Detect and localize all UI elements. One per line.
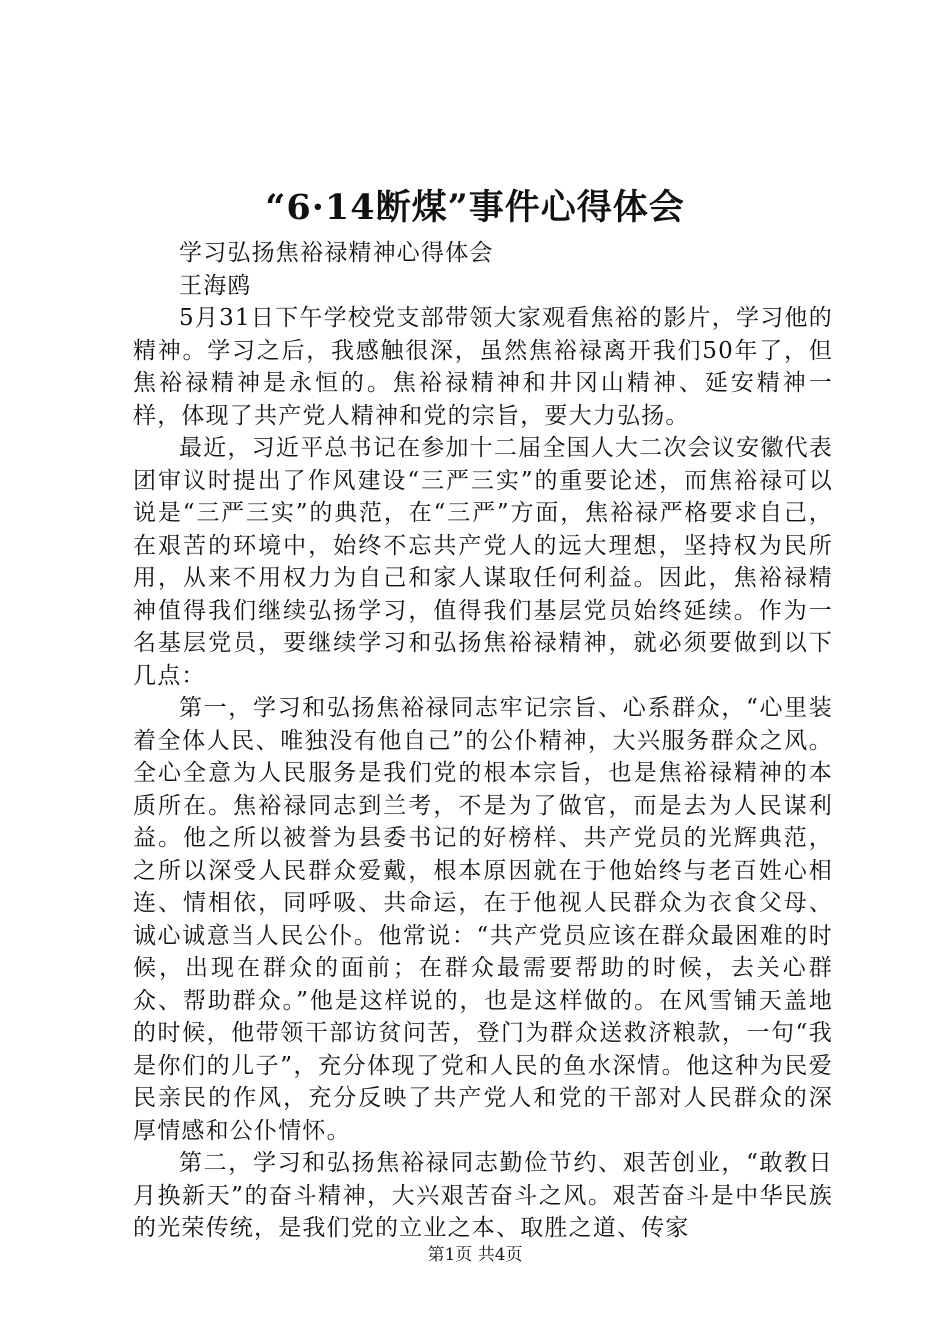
page-footer: 第1页 共4页 [427,1245,523,1265]
document-body [133,237,833,1245]
paragraph: 第二，学习和弘扬焦裕禄同志勤俭节约、艰苦创业，“敢教日月换新天”的奋斗精神，大兴艰苦奋斗之风。艰苦奋斗是中华民族的光荣传统，是我们党的立业之本、取胜之道、传家 [133,1150,833,1241]
paragraph: 第一，学习和弘扬焦裕禄同志牢记宗旨、心系群众，“心里装着全体人民、唯独没有他自己”的公仆精神，大兴服务群众之风。全心全意为人民服务是我们党的根本宗旨，也是焦裕禄精神的本质所在。焦裕禄同志到兰考，不是为了做官，而是去为人民谋利益。他之所以被誉为县委书记的好榜样、共产党员的光辉典范，之所以深受人民群众爱戴，根本原因就在于他始终与老百姓心相连、情相依，同呼吸、共命运，在于他视人民群众为衣食父母、诚心诚意当人民公仆。他常说：“共产党员应该在群众最困难的时候，出现在群众的面前；在群众最需要帮助的时候，去关心群众、帮助群众。”他是这样说的，也是这样做的。在风雪铺天盖地的时候，他带领干部访贫问苦，登门为群众送救济粮款，一句“我是你们的儿子”，充分体现了党和人民的鱼水深情。他这种为民爱民亲民的作风，充分反映了共产党人和党的干部对人民群众的深厚情感和公仆情怀。 [133,695,833,1144]
document-author: 王海鸥 [179,272,252,299]
document-title: “6·14断煤”事件心得体会 [265,187,685,228]
paragraph: 5月31日下午学校党支部带领大家观看焦裕的影片，学习他的精神。学习之后，我感触很深，虽然焦裕禄离开我们50年了，但焦裕禄精神是永恒的。焦裕禄精神和井冈山精神、延安精神一样，体现了共产党人精神和党的宗旨，要大力弘扬。 [133,305,833,429]
paragraph: 最近，习近平总书记在参加十二届全国人大二次会议安徽代表团审议时提出了作风建设“三严三实”的重要论述，而焦裕禄可以说是“三严三实”的典范，在“三严”方面，焦裕禄严格要求自己，在艰苦的环境中，始终不忘共产党人的远大理想，坚持权为民所用，从来不用权力为自己和家人谋取任何利益。因此，焦裕禄精神值得我们继续弘扬学习，值得我们基层党员始终延续。作为一名基层党员，要继续学习和弘扬焦裕禄精神，就必须要做到以下几点： [133,435,833,689]
document-subtitle: 学习弘扬焦裕禄精神心得体会 [179,240,494,266]
